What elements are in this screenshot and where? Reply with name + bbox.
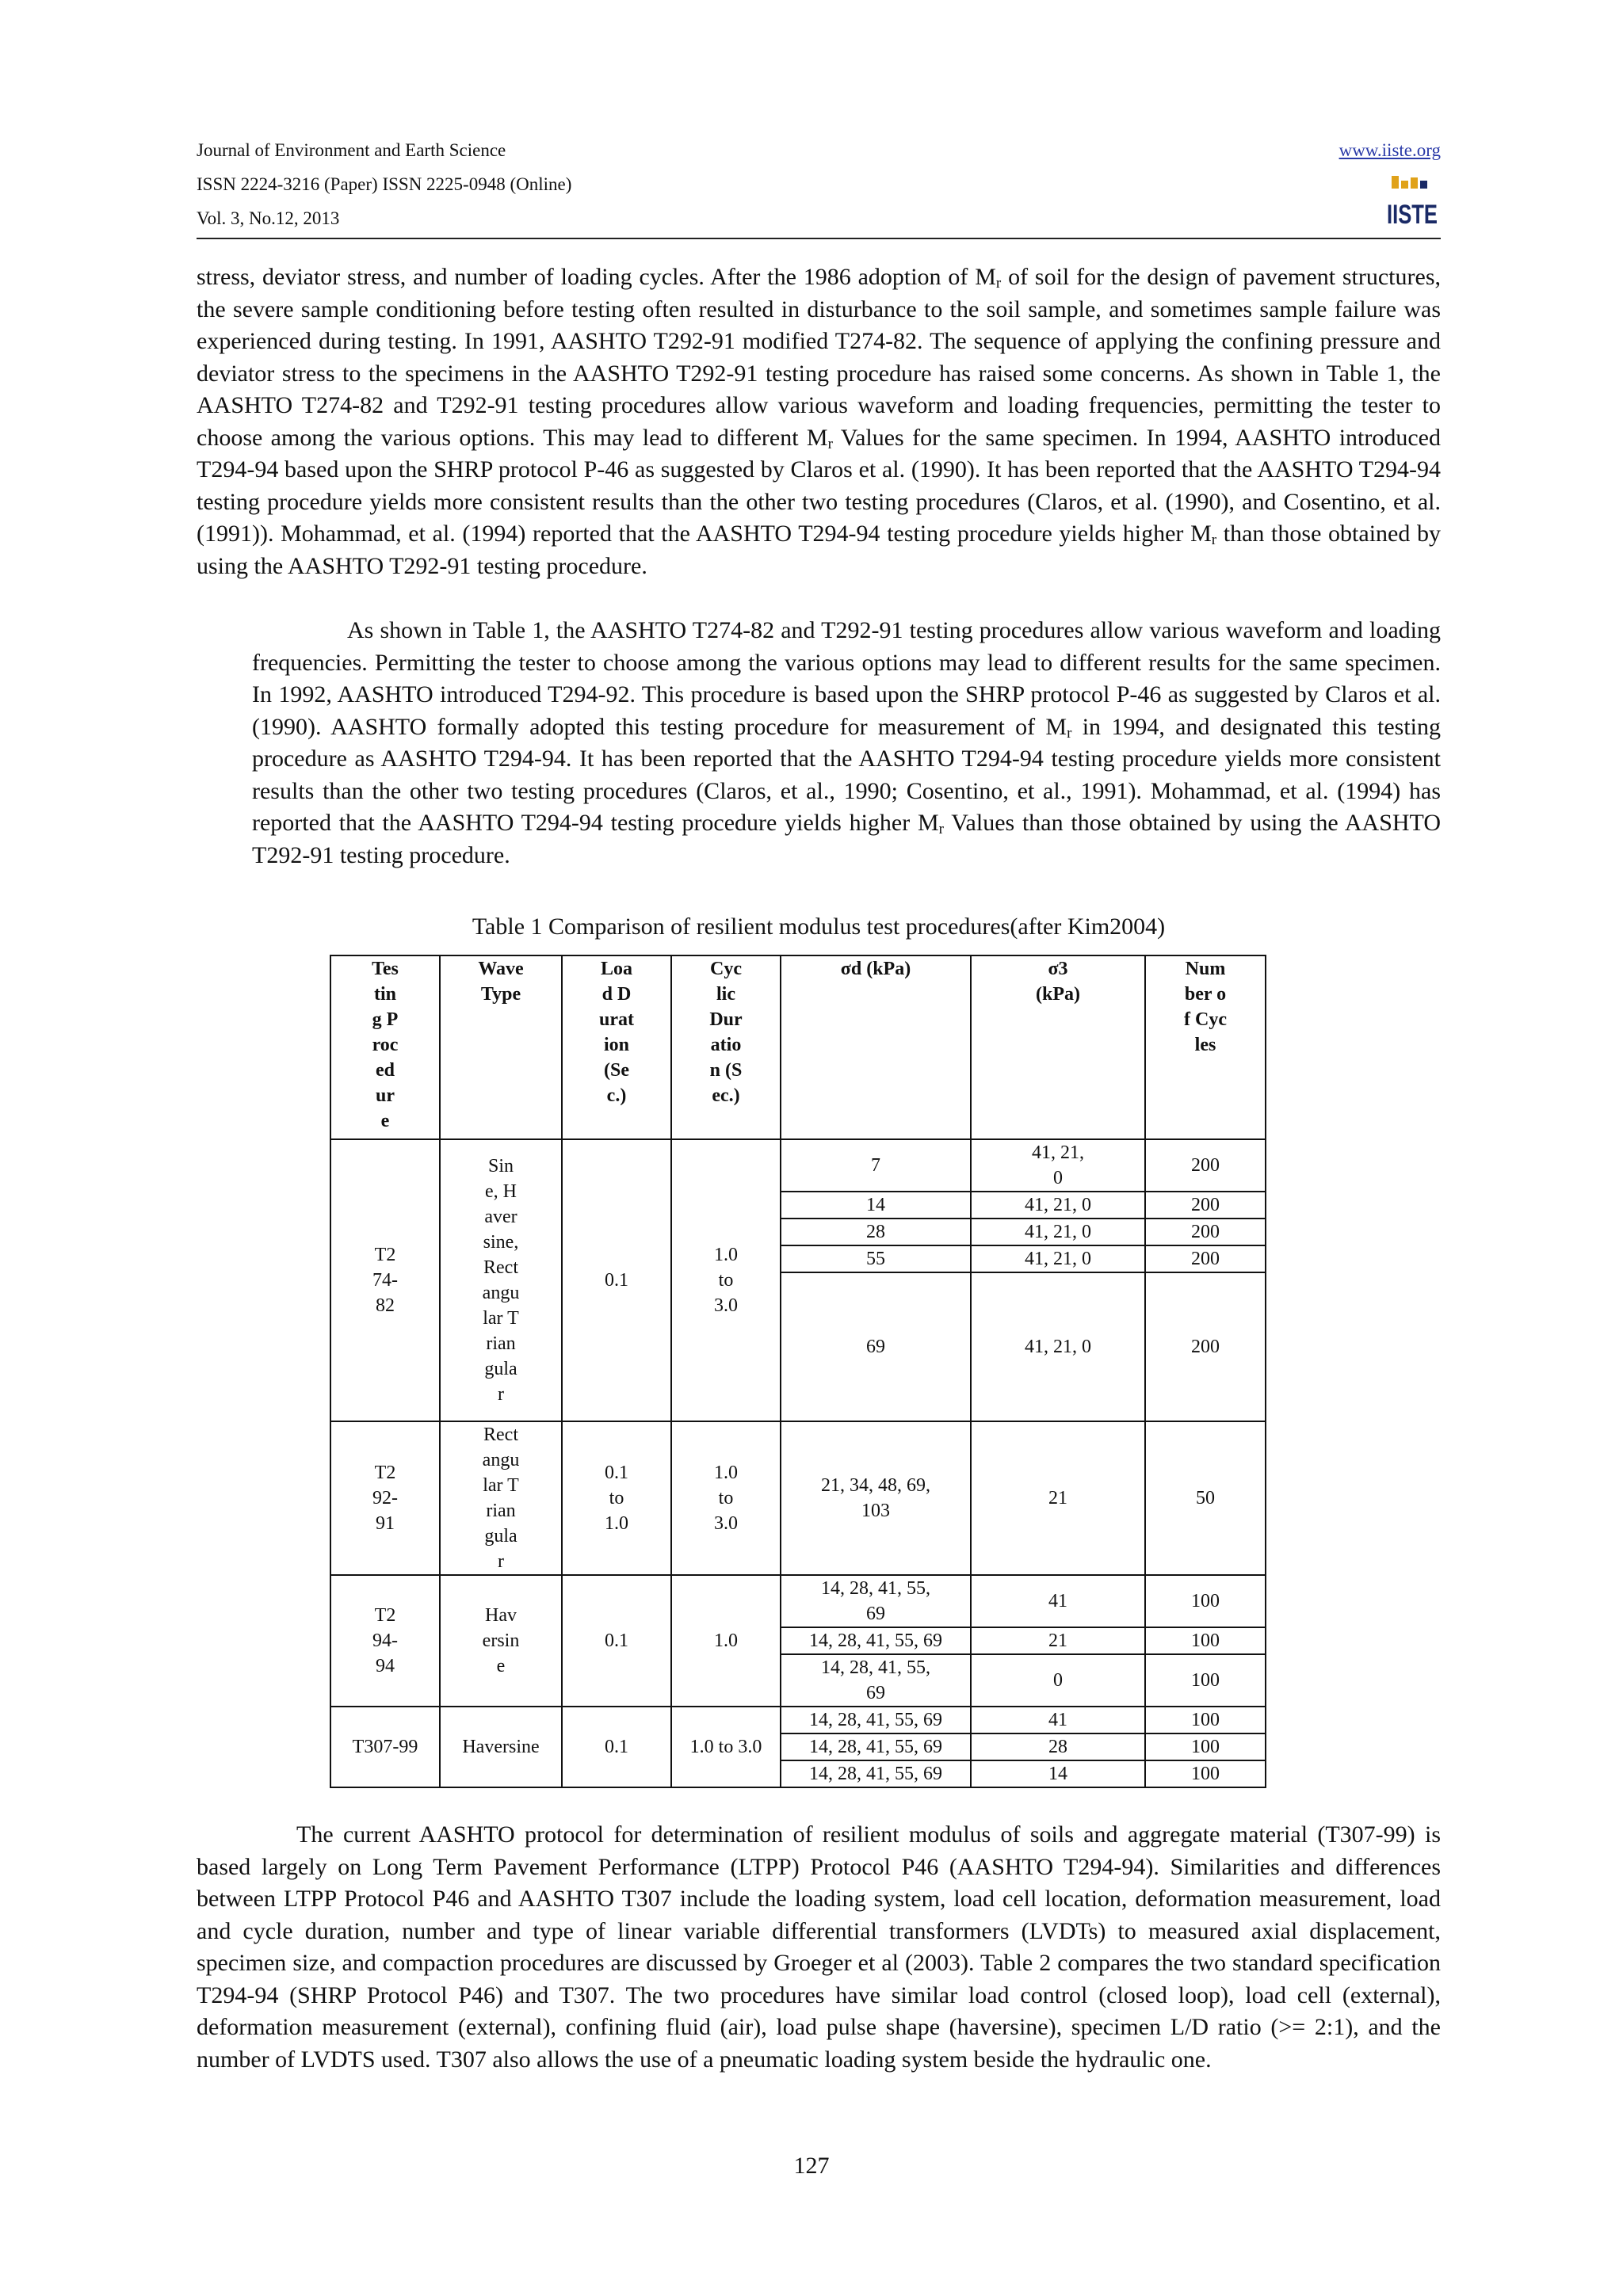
cell-load: 0.1 <box>562 1139 671 1421</box>
cell-cycles: 100 <box>1145 1654 1266 1707</box>
cell-wave: Rectangular Triangular <box>440 1421 562 1575</box>
cell-procedure: T307-99 <box>330 1707 440 1787</box>
cell-sigma-d: 14 <box>781 1192 971 1219</box>
page-number: 127 <box>793 2153 830 2179</box>
cell-cycles: 200 <box>1145 1139 1266 1192</box>
cell-wave: Haversine <box>440 1575 562 1707</box>
cell-sigma-3: 41, 21, 0 <box>971 1272 1145 1421</box>
cell-sigma-d: 14, 28, 41, 55, 69 <box>781 1654 971 1707</box>
cell-wave: Sine, Haversine, Rectangular Triangular <box>440 1139 562 1421</box>
table-1 <box>330 955 1266 1788</box>
iiste-logo <box>1385 174 1439 230</box>
cell-cycles: 200 <box>1145 1219 1266 1245</box>
cell-sigma-3: 28 <box>971 1733 1145 1760</box>
cell-cycles: 100 <box>1145 1733 1266 1760</box>
cell-sigma-3: 0 <box>971 1654 1145 1707</box>
col-header-wave: Wave Type <box>440 955 562 1139</box>
issn-line: ISSN 2224-3216 (Paper) ISSN 2225-0948 (Online) <box>197 174 572 194</box>
cell-sigma-3: 41 <box>971 1707 1145 1733</box>
col-header-sigma-d: σd (kPa) <box>781 955 971 1139</box>
table-row <box>330 1707 1266 1733</box>
journal-name: Journal of Environment and Earth Science <box>197 140 506 160</box>
body-paragraph-1: stress, deviator stress, and number of loading cycles. After the 1986 adoption of $M_r$ of soil for the design of pavement structures, the severe sample conditioning before testing often resulted in disturbance to the soil sample, and sometimes sample failure was experienced during testing. In 1991, AASHTO T292-91 modified T274-82. The sequence of applying the confining pressure and deviator stress to the specimens in the AASHTO T292-91 testing procedure has raised some concerns. As shown in Table 1, the AASHTO T274-82 and T292-91 testing procedures allow various waveform and loading frequencies, permitting the tester to choose among the various options. This may lead to different $M_r$ Values for the same specimen. In 1994, AASHTO introduced T294-94 based upon the SHRP protocol P-46 as suggested by Claros et al. (1990). It has been reported that the AASHTO T294-94 testing procedure yields more consistent results than the other two testing procedures (Claros, et al. (1990), and Cosentino, et al. (1991)). Mohammad, et al. (1994) reported that the AASHTO T294-94 testing procedure yields higher $M_r$ than those obtained by using the AASHTO T292-91 testing procedure. <box>197 264 1442 579</box>
table-row <box>330 1575 1266 1627</box>
cell-sigma-d: 7 <box>781 1139 971 1192</box>
cell-sigma-d: 14, 28, 41, 55, 69 <box>781 1627 971 1654</box>
body-paragraph-2: As shown in Table 1, the AASHTO T274-82 and T292-91 testing procedures allow various waveform and loading frequencies. Permitting the tester to choose among the various options may lead to different results for the same specimen. In 1992, AASHTO introduced T294-92. This procedure is based upon the SHRP protocol P-46 as suggested by Claros et al. (1990). AASHTO formally adopted this testing procedure for measurement of $M_r$ in 1994, and designated this testing procedure as AASHTO T294-94. It has been reported that the AASHTO T294-94 testing procedure yields more consistent results than the other two testing procedures (Claros, et al., 1990; Cosentino, et al., 1991). Mohammad, et al. (1994) has reported that the AASHTO T294-94 testing procedure yields higher $M_r$ Values than those obtained by using the AASHTO T292-91 testing procedure. <box>252 617 1441 868</box>
cell-sigma-d: 14, 28, 41, 55, 69 <box>781 1707 971 1733</box>
cell-cyclic: 1.0 to 3.0 <box>671 1707 781 1787</box>
cell-sigma-3: 21 <box>971 1421 1145 1575</box>
cell-sigma-3: 14 <box>971 1760 1145 1787</box>
cell-sigma-d: 28 <box>781 1219 971 1245</box>
cell-sigma-3: 41, 21, 0 <box>971 1219 1145 1245</box>
col-header-cycles: Number of Cycles <box>1145 955 1266 1139</box>
cell-load: 0.1 <box>562 1575 671 1707</box>
cell-procedure: T274-82 <box>330 1139 440 1421</box>
cell-cycles: 100 <box>1145 1760 1266 1787</box>
cell-cyclic: 1.0 <box>671 1575 781 1707</box>
cell-cycles: 50 <box>1145 1421 1266 1575</box>
page-header <box>197 133 1441 236</box>
col-header-procedure: Testing Procedure <box>330 955 440 1139</box>
cell-cycles: 200 <box>1145 1272 1266 1421</box>
cell-cycles: 100 <box>1145 1575 1266 1627</box>
cell-load: 0.1 to 1.0 <box>562 1421 671 1575</box>
cell-wave: Haversine <box>440 1707 562 1787</box>
cell-sigma-3: 41, 21, 0 <box>971 1192 1145 1219</box>
logo-lettering: IISTE <box>1387 200 1438 230</box>
journal-url-link[interactable]: www.iiste.org <box>1338 140 1441 160</box>
cell-sigma-d: 14, 28, 41, 55, 69 <box>781 1733 971 1760</box>
cell-cycles: 100 <box>1145 1627 1266 1654</box>
cell-sigma-d: 14, 28, 41, 55, 69 <box>781 1760 971 1787</box>
cell-sigma-d: 55 <box>781 1245 971 1272</box>
cell-sigma-d: 21, 34, 48, 69, 103 <box>781 1421 971 1575</box>
cell-cyclic: 1.0 to 3.0 <box>671 1421 781 1575</box>
cell-procedure: T294-94 <box>330 1575 440 1707</box>
cell-sigma-d: 14, 28, 41, 55, 69 <box>781 1575 971 1627</box>
cell-cycles: 100 <box>1145 1707 1266 1733</box>
cell-sigma-d: 69 <box>781 1272 971 1421</box>
cell-cyclic: 1.0 to 3.0 <box>671 1139 781 1421</box>
cell-cycles: 200 <box>1145 1192 1266 1219</box>
cell-sigma-3: 41, 21, 0 <box>971 1139 1145 1192</box>
header-divider <box>197 238 1441 239</box>
table-1-caption: Table 1 Comparison of resilient modulus test procedures(after Kim2004) <box>472 913 1166 940</box>
cell-sigma-3: 41 <box>971 1575 1145 1627</box>
volume-line: Vol. 3, No.12, 2013 <box>197 208 340 228</box>
body-paragraph-3: The current AASHTO protocol for determination of resilient modulus of soils and aggregate material (T307-99) is based largely on Long Term Pavement Performance (LTPP) Protocol P46 (AASHTO T294-94). Similarities and differences between LTPP Protocol P46 and AASHTO T307 include the loading system, load cell location, deformation measurement, load and cycle duration, number and type of linear variable differential transformers (LVDTs) to measured axial displacement, specimen size, and compaction procedures are discussed by Groeger et al (2003). Table 2 compares the two standard specification T294-94 (SHRP Protocol P46) and T307. The two procedures have similar load control (closed loop), load cell (external), deformation measurement (external), confining fluid (air), load pulse shape (haversine), specimen L/D ratio (>= 2:1), and the number of LVDTS used. T307 also allows the use of a pneumatic loading system beside the hydraulic one. <box>197 1821 1441 2073</box>
cell-procedure: T292-91 <box>330 1421 440 1575</box>
col-header-sigma-3: σ3 (kPa) <box>971 955 1145 1139</box>
table-row <box>330 1139 1266 1192</box>
cell-sigma-3: 41, 21, 0 <box>971 1245 1145 1272</box>
col-header-cyclic: Cyclic Duration (Sec.) <box>671 955 781 1139</box>
cell-sigma-3: 21 <box>971 1627 1145 1654</box>
col-header-load: Load Duration (Sec.) <box>562 955 671 1139</box>
cell-cycles: 200 <box>1145 1245 1266 1272</box>
cell-load: 0.1 <box>562 1707 671 1787</box>
table-row <box>330 1421 1266 1575</box>
table-header-row <box>330 955 1266 1139</box>
